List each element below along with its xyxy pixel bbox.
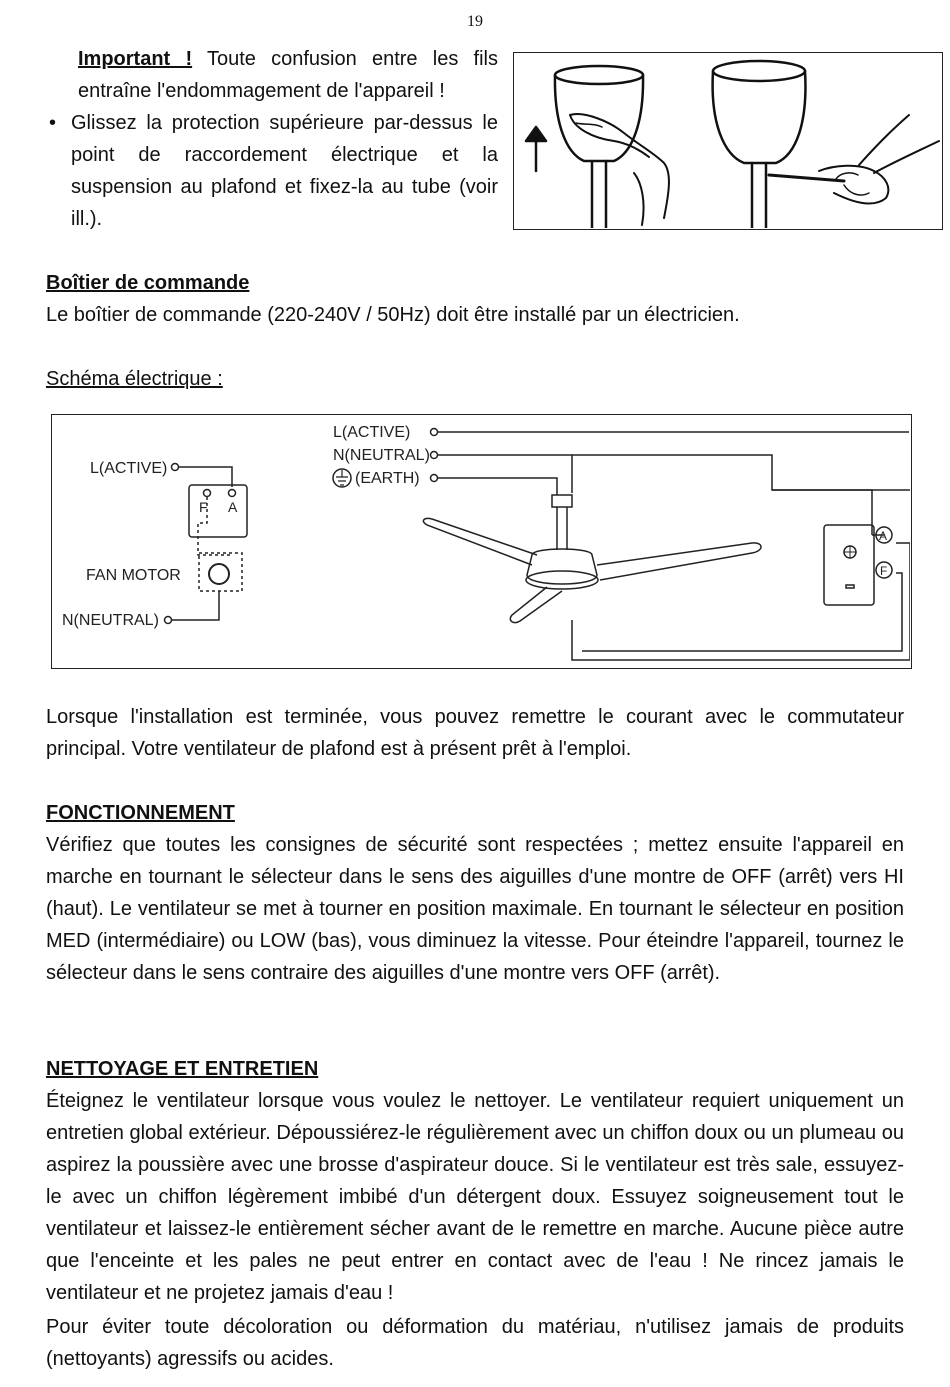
diagram-earth: (EARTH) — [355, 470, 420, 487]
completion-paragraph: Lorsque l'installation est terminée, vous pouvez remettre le courant avec le commutateur principal. Votre ventilateur de plafond est à présent prêt à l'emploi. — [46, 706, 904, 760]
diagram-n-neutral-top: N(NEUTRAL) — [333, 447, 430, 464]
bullet-symbol: • — [49, 112, 57, 134]
cleaning-heading: NETTOYAGE ET ENTRETIEN — [46, 1058, 319, 1080]
operation-paragraph: Vérifiez que toutes les consignes de sécurité sont respectées ; mettez ensuite l'appareil en marche en tournant le sélecteur dans le sens des aiguilles d'une montre de OFF (arrêt) vers HI (haut). Le ventilateur se met à tourner en position maximale. En tournant le sélecteur en position MED (intermédiaire) ou LOW (bas), vous diminuez la vitesse. Pour éteindre l'appareil, tournez le sélecteur dans le sens contraire des aiguilles d'une montre vers OFF (arrêt). — [46, 834, 904, 984]
cleaning-paragraph-2: Pour éviter toute décoloration ou déformation du matériau, n'utilisez jamais de produits (nettoyants) agressifs ou acides. — [46, 1316, 904, 1370]
schema-label: Schéma électrique : — [46, 368, 223, 390]
diagram-terminal-f: F — [880, 564, 888, 578]
wiring-diagram — [51, 414, 912, 669]
page-number: 19 — [467, 13, 483, 30]
diagram-l-active-left: L(ACTIVE) — [90, 460, 168, 477]
important-label: Important ! — [78, 48, 193, 70]
operation-heading: FONCTIONNEMENT — [46, 802, 235, 824]
bullet-text: Glissez la protection supérieure par-dessus le point de raccordement électrique et la suspension au plafond et fixez-la au tube (voir ill.). — [71, 112, 498, 230]
important-paragraph — [78, 43, 498, 107]
cover-installation-drawing — [514, 53, 941, 228]
wiring-diagram-drawing — [52, 415, 910, 667]
diagram-fan-motor: FAN MOTOR — [86, 567, 181, 584]
diagram-switch-f: F — [199, 499, 208, 515]
diagram-n-neutral-left: N(NEUTRAL) — [62, 612, 159, 629]
bullet-paragraph — [49, 107, 498, 235]
diagram-l-active-top: L(ACTIVE) — [333, 424, 411, 441]
cover-installation-illustration — [513, 52, 943, 230]
important-text: Toute confusion entre les fils entraîne l'endommagement de l'appareil ! — [78, 48, 499, 102]
cleaning-paragraph-1: Éteignez le ventilateur lorsque vous voulez le nettoyer. Le ventilateur requiert uniquement un entretien global extérieur. Dépoussiérez-le régulièrement avec un chiffon doux ou un plumeau ou aspirez la poussière avec une brosse d'aspirateur douce. Si le ventilateur est très sale, essuyez-le avec un chiffon légèrement imbibé d'un détergent doux. Essuyez soigneusement tout le ventilateur et laissez-le entièrement sécher avant de le remettre en marche. Aucune pièce autre que l'enceinte et les pales ne peut entrer en contact avec de l'eau ! Ne rincez jamais le ventilateur et ne projetez jamais d'eau ! — [46, 1090, 904, 1304]
control-box-text: Le boîtier de commande (220-240V / 50Hz) doit être installé par un électricien. — [46, 304, 740, 326]
control-box-heading: Boîtier de commande — [46, 272, 250, 294]
diagram-terminal-a: A — [879, 529, 888, 543]
diagram-switch-a: A — [228, 499, 238, 515]
